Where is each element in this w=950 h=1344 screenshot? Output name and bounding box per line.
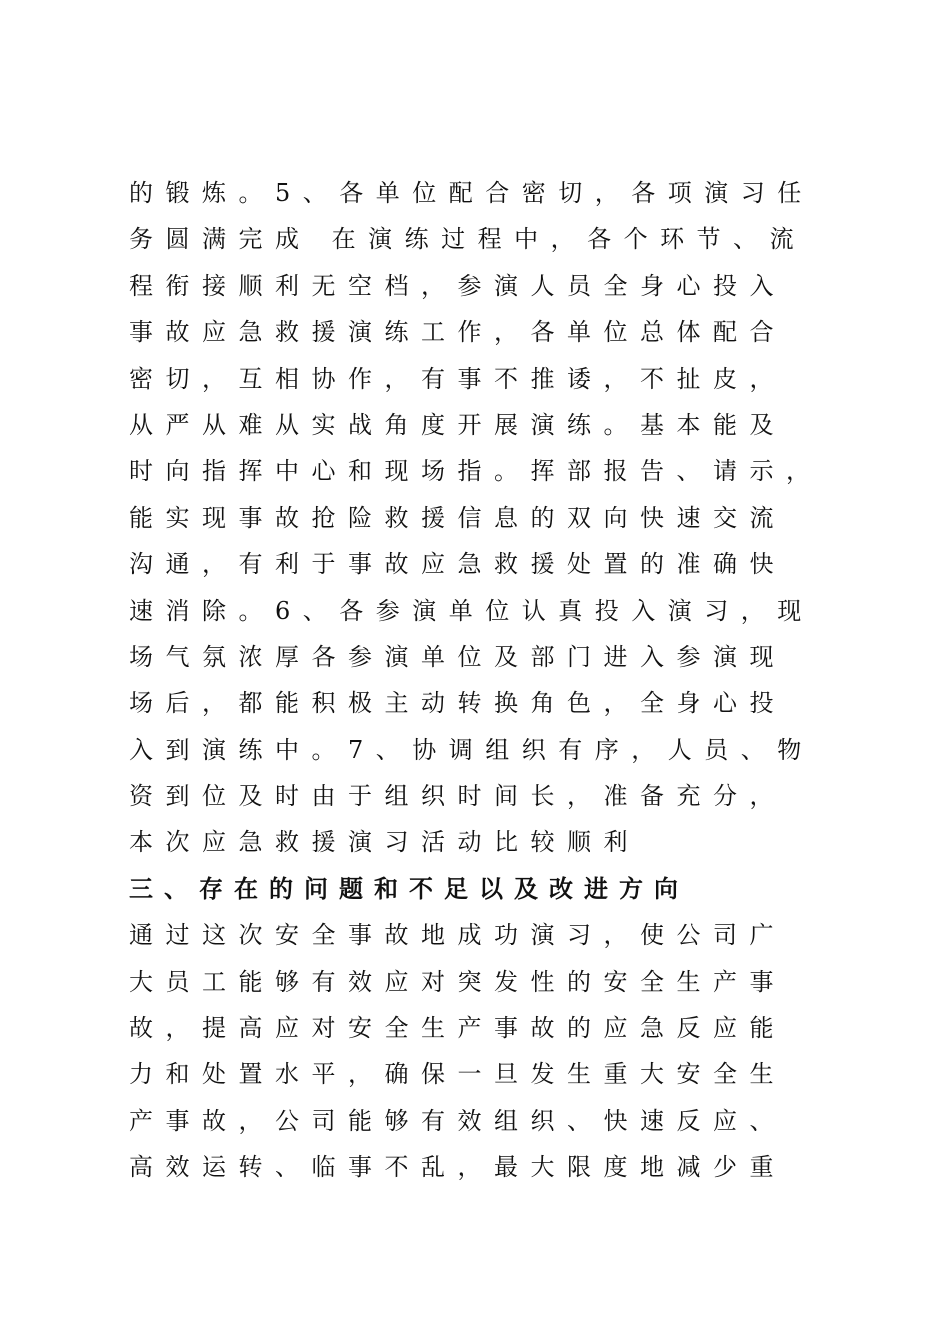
section-line: 大员工能够有效应对突发性的安全生产事 — [129, 967, 786, 996]
body-line: 能实现事故抢险救援信息的双向快速交流 — [129, 503, 786, 532]
section-line: 故，提高应对安全生产事故的应急反应能 — [129, 1014, 786, 1043]
section-line: 通过这次安全事故地成功演习，使公司广 — [129, 921, 786, 950]
section-line: 产事故，公司能够有效组织、快速反应、 — [129, 1106, 786, 1135]
document-body — [129, 170, 849, 1191]
body-line: 从严从难从实战角度开展演练。基本能及 — [129, 410, 786, 439]
body-line: 场气氛浓厚各参演单位及部门进入参演现 — [129, 642, 786, 671]
section-line: 力和处置水平，确保一旦发生重大安全生 — [129, 1060, 786, 1089]
body-line: 入到演练中。7、协调组织有序，人员、物 — [129, 735, 814, 764]
body-line: 速消除。6、各参演单位认真投入演习，现 — [129, 596, 814, 625]
body-line: 场后，都能积极主动转换角色，全身心投 — [129, 689, 786, 718]
body-line: 资到位及时由于组织时间长，准备充分， — [129, 782, 786, 811]
body-line: 程衔接顺利无空档，参演人员全身心投入 — [129, 271, 786, 300]
body-line: 密切，互相协作，有事不推诿，不扯皮， — [129, 364, 786, 393]
body-line: 沟通，有利于事故应急救援处置的准确快 — [129, 550, 786, 579]
section-line: 高效运转、临事不乱，最大限度地减少重 — [129, 1153, 786, 1182]
body-line: 务圆满完成 在演练过程中，各个环节、流 — [129, 225, 807, 254]
body-line: 事故应急救援演练工作，各单位总体配合 — [129, 318, 786, 347]
body-line: 时向指挥中心和现场指。挥部报告、请示， — [129, 457, 823, 486]
body-line: 本次应急救援演习活动比较顺利 — [129, 828, 640, 857]
body-line: 的锻炼。5、各单位配合密切，各项演习任 — [129, 179, 814, 207]
section-heading: 三、存在的问题和不足以及改进方向 — [129, 874, 689, 903]
